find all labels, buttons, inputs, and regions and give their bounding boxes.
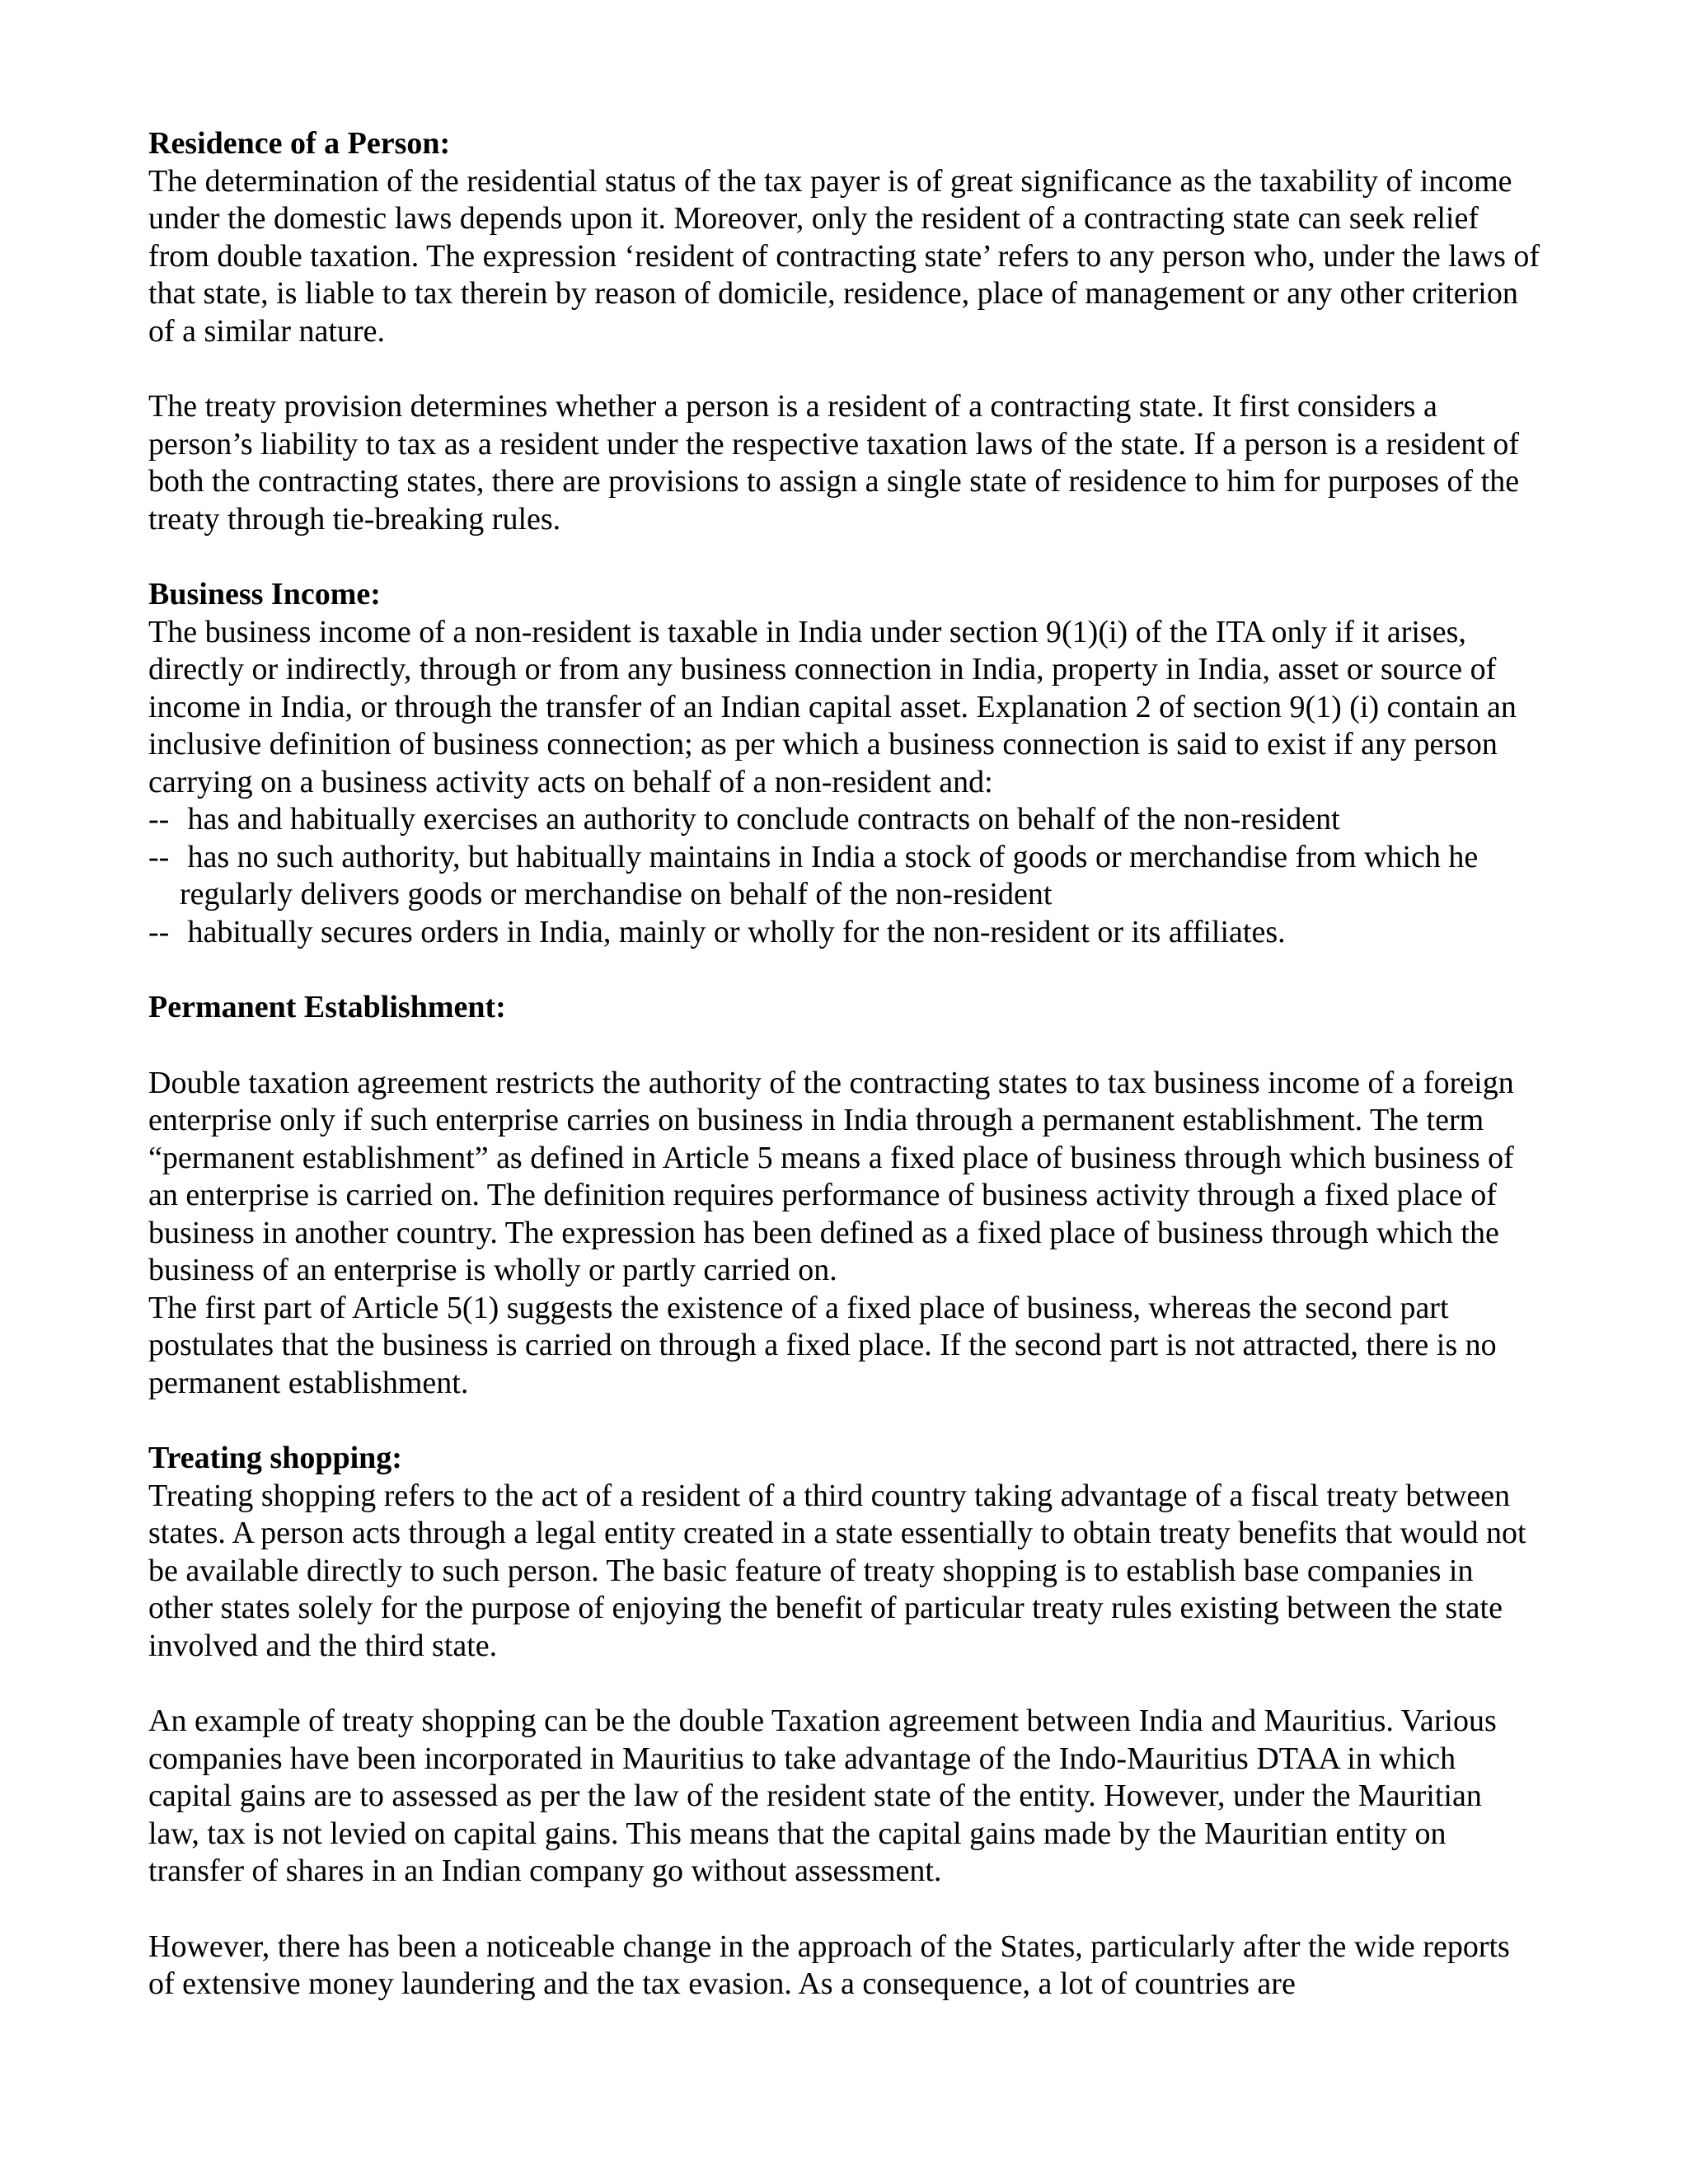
list-item xyxy=(148,839,1540,914)
section-heading-permanent-establishment: Permanent Establishment: xyxy=(148,990,506,1024)
section-business-income xyxy=(148,576,1540,951)
list-item-text: has and habitually exercises an authority to conclude contracts on behalf of the non-resident xyxy=(187,802,1340,837)
shopping-paragraph-2: An example of treaty shopping can be the double Taxation agreement between India and Mauritius. Various companies have been incorporated in Mauritius to take advantage of the Indo-Mauritius DTAA in which capital gains are to assessed as per the law of the resident state of the entity. However, under the Mauritian law, tax is not levied on capital gains. This means that the capital gains made by the Mauritian entity on transfer of shares in an Indian company go without assessment. xyxy=(148,1704,1497,1888)
list-item-text: has no such authority, but habitually maintains in India a stock of goods or merchandise from which he regularly delivers goods or merchandise on behalf of the non-resident xyxy=(180,839,1479,912)
list-marker: -- xyxy=(148,839,170,874)
shopping-paragraph-1: Treating shopping refers to the act of a resident of a third country taking advantage of a fiscal treaty between states. A person acts through a legal entity created in a state essentially to obtain treaty benefits that would not be available directly to such person. The basic feature of treaty shopping is to establish base companies in other states solely for the purpose of enjoying the benefit of particular treaty rules existing between the state involved and the third state. xyxy=(148,1478,1526,1663)
permanent-paragraph-2: The first part of Article 5(1) suggests the existence of a fixed place of business, whereas the second part postulates that the business is carried on through a fixed place. If the second part is not attracted, there is no permanent establishment. xyxy=(148,1290,1497,1400)
list-item xyxy=(148,914,1540,952)
business-paragraph: The business income of a non-resident is taxable in India under section 9(1)(i) of the ITA only if it arises, directly or indirectly, through or from any business connection in India, property in India, asset or source of income in India, or through the transfer of an Indian capital asset. Explanation 2 of section 9(1) (i) contain an inclusive definition of business connection; as per which a business connection is said to exist if any person carrying on a business activity acts on behalf of a non-resident and: xyxy=(148,614,1517,799)
shopping-paragraph-3: However, there has been a noticeable change in the approach of the States, particularly after the wide reports of extensive money laundering and the tax evasion. As a consequence, a lot of countries are xyxy=(148,1929,1510,2001)
list-marker: -- xyxy=(148,802,170,837)
section-heading-residence: Residence of a Person: xyxy=(148,126,451,161)
list-marker: -- xyxy=(148,914,170,949)
business-connection-list xyxy=(148,801,1540,951)
section-treaty-shopping xyxy=(148,1440,1540,2004)
list-item xyxy=(148,801,1540,839)
section-permanent-establishment xyxy=(148,989,1540,1402)
list-item-text: habitually secures orders in India, mainly or wholly for the non-resident or its affiliates. xyxy=(187,914,1286,949)
section-heading-treaty-shopping: Treating shopping: xyxy=(148,1441,402,1475)
residence-paragraph-2: The treaty provision determines whether a person is a resident of a contracting state. It first considers a person’s liability to tax as a resident under the respective taxation laws of the state. If a person is a resident of both the contracting states, there are provisions to assign a single state of residence to him for purposes of the treaty through tie-breaking rules. xyxy=(148,389,1520,537)
section-heading-business-income: Business Income: xyxy=(148,577,381,612)
permanent-paragraph-1: Double taxation agreement restricts the authority of the contracting states to tax business income of a foreign enterprise only if such enterprise carries on business in India through a permanent establishment. The term “permanent establishment” as defined in Article 5 means a fixed place of business through which business of an enterprise is carried on. The definition requires performance of business activity through a fixed place of business in another country. The expression has been defined as a fixed place of business through which the business of an enterprise is wholly or partly carried on. xyxy=(148,1065,1514,1287)
section-residence xyxy=(148,125,1540,538)
residence-paragraph-1: The determination of the residential status of the tax payer is of great significance as the taxability of income under the domestic laws depends upon it. Moreover, only the resident of a contracting state can seek relief from double taxation. The expression ‘resident of contracting state’ refers to any person who, under the laws of that state, is liable to tax therein by reason of domicile, residence, place of management or any other criterion of a similar nature. xyxy=(148,163,1540,349)
